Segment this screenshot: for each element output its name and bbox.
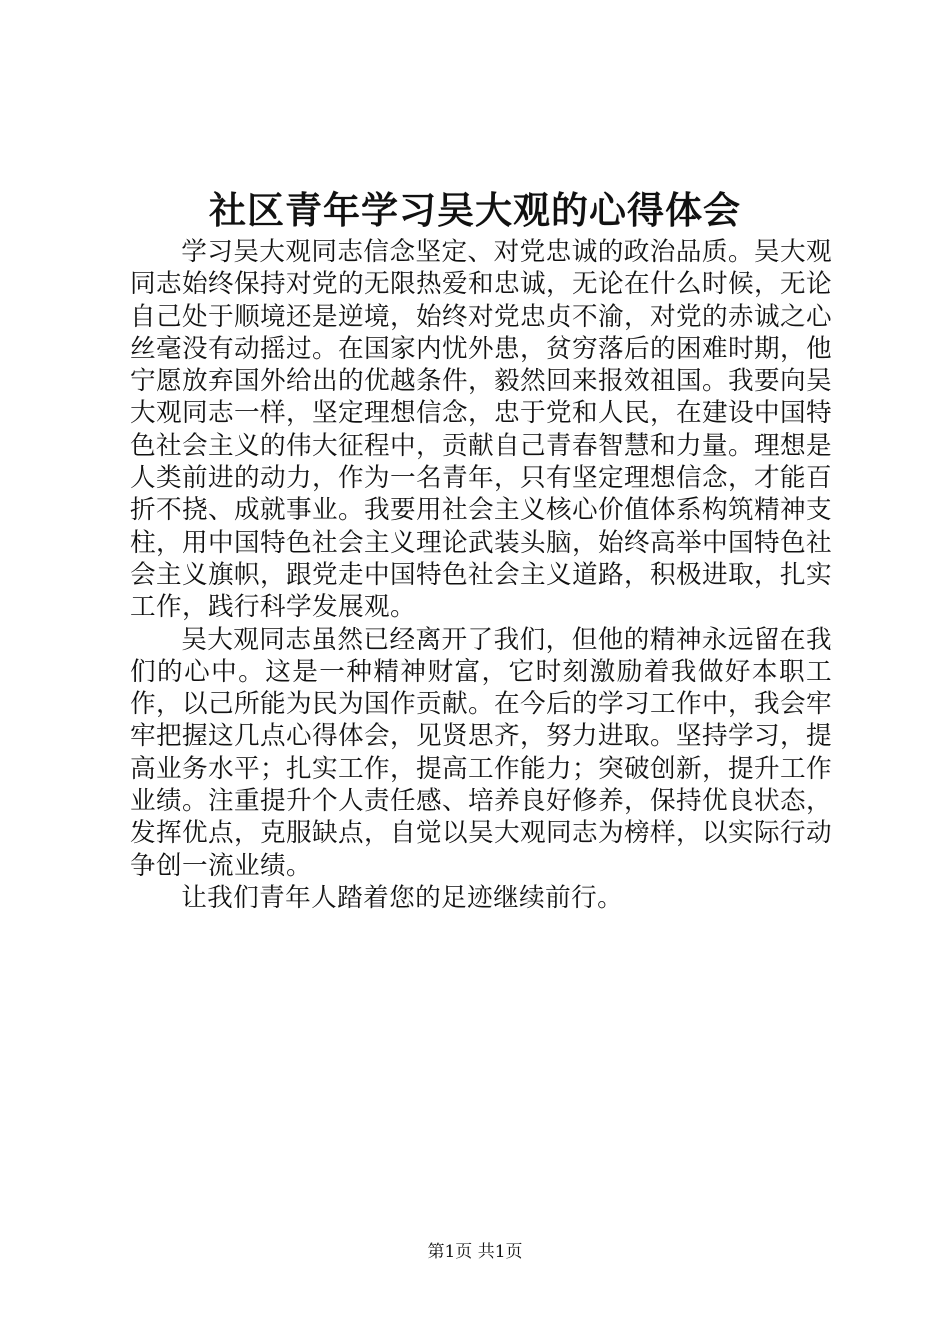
paragraph-1: 学习吴大观同志信念坚定、对党忠诚的政治品质。吴大观同志始终保持对党的无限热爱和忠诚，无论在什么时候，无论自己处于顺境还是逆境，始终对党忠贞不渝，对党的赤诚之心丝毫没有动摇过。在国家内忧外患，贫穷落后的困难时期，他宁愿放弃国外给出的优越条件，毅然回来报效祖国。我要向吴大观同志一样，坚定理想信念，忠于党和人民，在建设中国特色社会主义的伟大征程中，贡献自己青春智慧和力量。理想是人类前进的动力，作为一名青年，只有坚定理想信念，才能百折不挠、成就事业。我要用社会主义核心价值体系构筑精神支柱，用中国特色社会主义理论武装头脑，始终高举中国特色社会主义旗帜，跟党走中国特色社会主义道路，积极进取，扎实工作，践行科学发展观。	[130, 237, 832, 623]
document-title: 社区青年学习吴大观的心得体会	[209, 188, 741, 232]
page-number-footer: 第1页 共1页	[427, 1242, 523, 1262]
paragraph-3: 让我们青年人踏着您的足迹继续前行。	[181, 882, 624, 913]
document-body	[130, 236, 832, 914]
paragraph-2: 吴大观同志虽然已经离开了我们，但他的精神永远留在我们的心中。这是一种精神财富，它时刻激励着我做好本职工作，以己所能为民为国作贡献。在今后的学习工作中，我会牢牢把握这几点心得体会，见贤思齐，努力进取。坚持学习，提高业务水平；扎实工作，提高工作能力；突破创新，提升工作业绩。注重提升个人责任感、培养良好修养，保持优良状态，发挥优点，克服缺点，自觉以吴大观同志为榜样，以实际行动争创一流业绩。	[130, 624, 832, 881]
